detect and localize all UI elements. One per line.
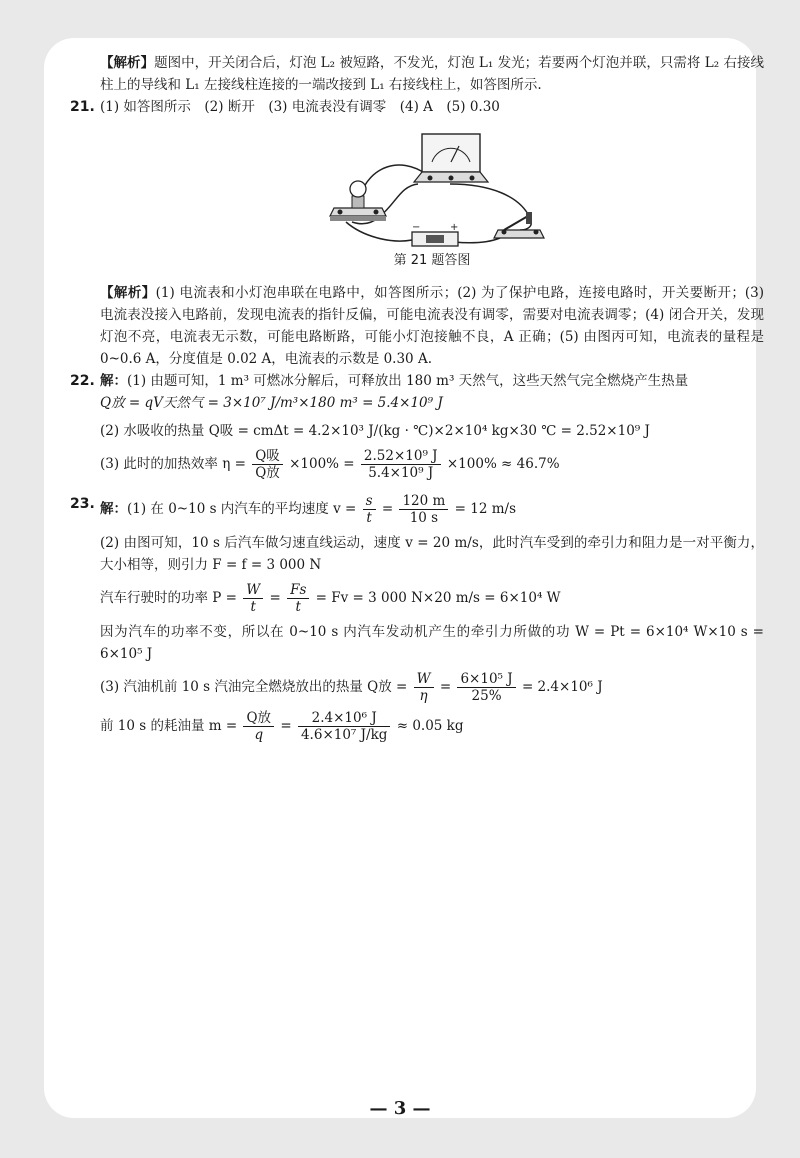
q23-line-1 — [100, 493, 764, 526]
denominator: 10 s — [409, 510, 439, 526]
fraction — [457, 671, 515, 704]
denominator: 25% — [471, 688, 502, 704]
q22-line-2: Q放 = qV天然气 = 3×10⁷ J/m³×180 m³ = 5.4×10⁹ J — [100, 395, 443, 411]
numerator: W — [414, 671, 434, 688]
circuit-diagram — [100, 126, 764, 250]
q22-line-4 — [100, 448, 764, 481]
fraction — [363, 493, 376, 526]
fraction — [243, 582, 263, 615]
q23-block — [70, 493, 764, 743]
q22-number: 22. — [70, 373, 95, 389]
svg-text:+: + — [450, 222, 459, 233]
denominator: η — [419, 688, 428, 704]
q22-text: (1) 由题可知，1 m³ 可燃冰分解后，可释放出 180 m³ 天然气，这些天然气完全燃烧产生热量 — [127, 373, 689, 389]
analysis-tag: 【解析】 — [100, 285, 156, 301]
lamp-icon — [330, 181, 386, 221]
fraction — [361, 448, 441, 481]
q23-line-3 — [100, 582, 764, 615]
solution-label: 解： — [100, 373, 127, 389]
q21-figure-caption: 第 21 题答图 — [393, 253, 471, 268]
q21-analysis-text: (1) 电流表和小灯泡串联在电路中，如答图所示；(2) 为了保护电路，连接电路时，开关要断开；(3) 电流表没接入电路前，发现电流表的指针反偏，可能电流表没有调零，需要对电流表调零；(4) 闭合开关，发现灯泡不亮，电流表无示数，可能电路断路，可能小灯泡接触不良，A 正确；(5) 由图丙可知，电流表的量程是 0~0.6 A，分度值是 0.02 A，电流表的示数是 0.30 A. — [100, 285, 765, 367]
answer-page — [44, 38, 765, 1119]
denominator: 4.6×10⁷ J/kg — [300, 727, 388, 743]
analysis-tag: 【解析】 — [100, 55, 155, 71]
q23-power-result: = Fv = 3 000 N×20 m/s = 6×10⁴ W — [315, 590, 561, 606]
q23-fuel-result: ≈ 0.05 kg — [396, 718, 464, 734]
denominator: t — [250, 599, 256, 615]
ammeter-icon — [414, 134, 488, 182]
q23-line-2: (2) 由图可知，10 s 后汽车做匀速直线运动，速度 v = 20 m/s，此时汽车受到的牵引力和阻力是一对平衡力，大小相等，则引力 F = f = 3 000 N — [100, 535, 764, 573]
q23-number: 23. — [70, 496, 95, 512]
q22-line-1 — [100, 370, 764, 392]
svg-text:−: − — [412, 222, 421, 233]
denominator: 5.4×10⁹ J — [368, 465, 434, 481]
q22-block — [70, 370, 764, 481]
q22-eff-result: ×100% ≈ 46.7% — [446, 456, 560, 472]
fraction — [298, 710, 390, 743]
q23-line-5 — [100, 671, 764, 704]
equals-sign: = — [269, 590, 281, 606]
page-number: — 3 — — [369, 1098, 431, 1119]
q21-figure — [100, 126, 764, 250]
solution-label: 解： — [100, 501, 127, 517]
fraction — [414, 671, 434, 704]
q23-speed-result: = 12 m/s — [454, 501, 516, 517]
page-content — [70, 52, 765, 743]
q23-heat-result: = 2.4×10⁶ J — [521, 679, 603, 695]
q23-line-6 — [100, 710, 764, 743]
q22-eff-mid: ×100% = — [289, 456, 355, 472]
q23-power-label: 汽车行驶时的功率 P = — [100, 590, 237, 606]
denominator: t — [295, 599, 301, 615]
fraction — [243, 710, 274, 743]
q20-analysis — [100, 52, 764, 96]
numerator: s — [363, 493, 376, 510]
numerator: 2.4×10⁶ J — [298, 710, 390, 727]
equals-sign: = — [280, 718, 292, 734]
q21-block — [70, 96, 764, 118]
numerator: 120 m — [399, 493, 448, 510]
equals-sign: = — [381, 501, 394, 517]
numerator: 6×10⁵ J — [457, 671, 515, 688]
q22-eff-label: (3) 此时的加热效率 η = — [100, 456, 246, 472]
fraction — [399, 493, 448, 526]
denominator: t — [366, 510, 372, 526]
q23-line-4: 因为汽车的功率不变，所以在 0~10 s 内汽车发动机产生的牵引力所做的功 W = Pt = 6×10⁴ W×10 s = 6×10⁵ J — [100, 624, 764, 662]
q21-answers: (1) 如答图所示 (2) 断开 (3) 电流表没有调零 (4) A (5) 0.30 — [100, 99, 500, 115]
equals-sign: = — [439, 679, 452, 695]
numerator: Q放 — [243, 710, 274, 727]
numerator: 2.52×10⁹ J — [361, 448, 441, 465]
q23-speed-label: (1) 在 0~10 s 内汽车的平均速度 v = — [127, 501, 357, 517]
q23-heat-label: (3) 汽油机前 10 s 汽油完全燃烧放出的热量 Q放 = — [100, 679, 408, 695]
q20-analysis-text: 题图中，开关闭合后，灯泡 L₂ 被短路，不发光，灯泡 L₁ 发光；若要两个灯泡并联，只需将 L₂ 右接线柱上的导线和 L₁ 左接线柱连接的一端改接到 L₁ 右接线柱上，如答图所示. — [100, 55, 764, 93]
numerator: W — [243, 582, 263, 599]
fraction — [287, 582, 309, 615]
q21-analysis — [100, 282, 764, 370]
denominator: q — [254, 727, 264, 743]
battery-icon — [412, 222, 458, 246]
switch-icon — [494, 212, 544, 238]
denominator: Q放 — [255, 465, 280, 481]
numerator: Fs — [287, 582, 309, 599]
numerator: Q吸 — [252, 448, 283, 465]
fraction — [252, 448, 283, 481]
q21-number: 21. — [70, 99, 95, 115]
q23-fuel-label: 前 10 s 的耗油量 m = — [100, 718, 238, 734]
q22-line-3: (2) 水吸收的热量 Q吸 = cmΔt = 4.2×10³ J/(kg · ℃)×2×10⁴ kg×30 ℃ = 2.52×10⁹ J — [100, 423, 650, 439]
